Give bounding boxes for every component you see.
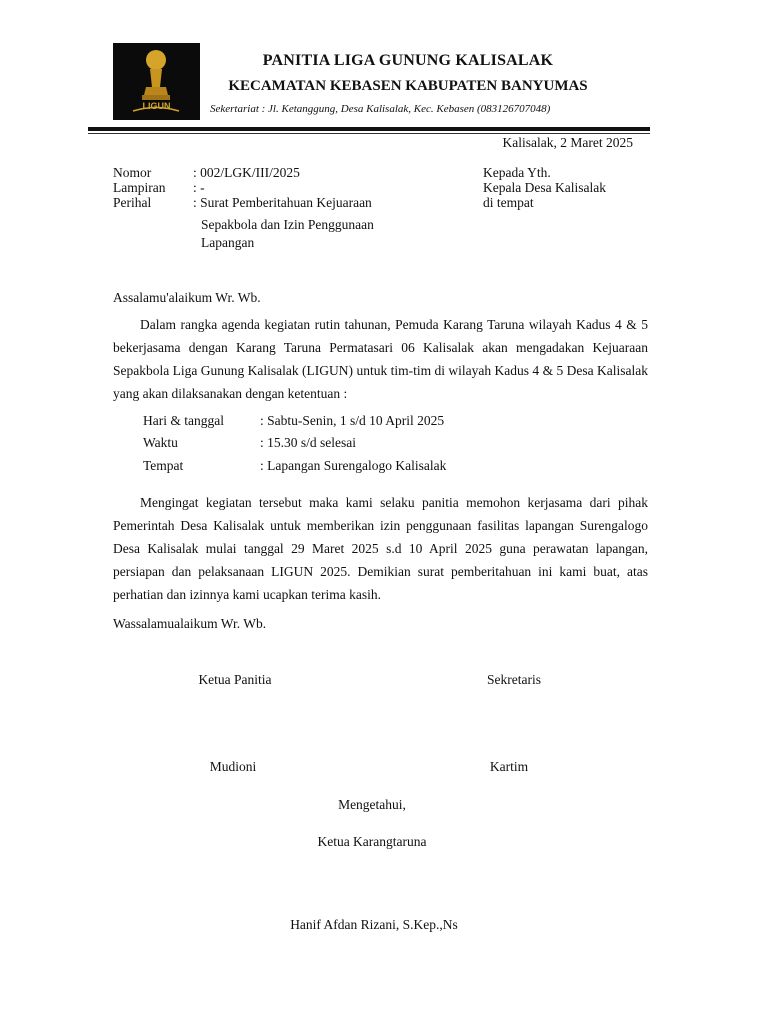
perihal-value-2: Sepakbola dan Izin Penggunaan [201, 217, 374, 232]
greeting: Assalamu'alaikum Wr. Wb. [113, 290, 261, 305]
schedule-label-place: Tempat [143, 458, 184, 473]
paragraph-2: Mengingat kegiatan tersebut maka kami selaku panitia memohon kerjasama dari pihak Pemerintah Desa Kalisalak untuk memberikan izin penggunaan fasilitas lapangan Surengalogo Desa Kalisalak mulai tanggal 29 Maret 2025 s.d 10 April 2025 guna perawatan lapangan, persiapan dan pelaksanaan LIGUN 2025. Demikian surat pemberitahuan ini kami buat, atas perhatian dan izinnya kami ucapkan terima kasih. [113, 495, 648, 602]
schedule-value-date: : Sabtu-Senin, 1 s/d 10 April 2025 [260, 413, 445, 428]
schedule-label-time: Waktu [143, 435, 178, 450]
recipient-line2: Kepala Desa Kalisalak [483, 180, 606, 195]
youth-leader-name: Hanif Afdan Rizani, S.Kep.,Ns [290, 917, 458, 932]
youth-leader-title: Ketua Karangtaruna [317, 834, 427, 849]
recipient-line3: di tempat [483, 195, 534, 210]
chair-name: Mudioni [209, 759, 257, 774]
schedule-label-date: Hari & tanggal [143, 413, 224, 428]
letter-date: Kalisalak, 2 Maret 2025 [502, 135, 633, 150]
acknowledge-label: Mengetahui, [338, 797, 406, 812]
perihal-value-3: Lapangan [201, 235, 255, 250]
paragraph-1: Dalam rangka agenda kegiatan rutin tahunan, Pemuda Karang Taruna wilayah Kadus 4 & 5 bekerjasama dengan Karang Taruna Permatasari 06 Kalisalak akan mengadakan Kejuaraan Sepakbola Liga Gunung Kalisalak (LIGUN) untuk tim-tim di wilayah Kadus 4 & 5 Desa Kalisalak yang akan dilaksanakan dengan ketentuan : [113, 317, 648, 401]
lampiran-value: : - [193, 180, 205, 195]
secretariat-address: Sekertariat : Jl. Ketanggung, Desa Kalisalak, Kec. Kebasen (083126707048) [210, 103, 551, 115]
closing-greeting: Wassalamualaikum Wr. Wb. [113, 616, 267, 631]
header-rule-thick [88, 127, 650, 131]
lampiran-label: Lampiran [113, 180, 166, 195]
logo-text: LIGUN [142, 101, 171, 111]
perihal-value-1: : Surat Pemberitahuan Kejuaraan [193, 195, 372, 210]
perihal-label: Perihal [113, 195, 152, 210]
org-name-line1: PANITIA LIGA GUNUNG KALISALAK [262, 52, 554, 69]
secretary-name: Kartim [489, 759, 529, 774]
chair-title: Ketua Panitia [198, 672, 272, 687]
secretary-title: Sekretaris [487, 672, 541, 687]
schedule-value-time: : 15.30 s/d selesai [260, 435, 356, 450]
org-name-line2: KECAMATAN KEBASEN KABUPATEN BANYUMAS [228, 78, 588, 94]
nomor-value: : 002/LGK/III/2025 [193, 165, 300, 180]
nomor-label: Nomor [113, 165, 152, 180]
recipient-line1: Kepada Yth. [483, 165, 551, 180]
schedule-value-place: : Lapangan Surengalogo Kalisalak [260, 458, 447, 473]
ligun-logo [113, 43, 200, 120]
header-rule-thin [88, 133, 650, 134]
